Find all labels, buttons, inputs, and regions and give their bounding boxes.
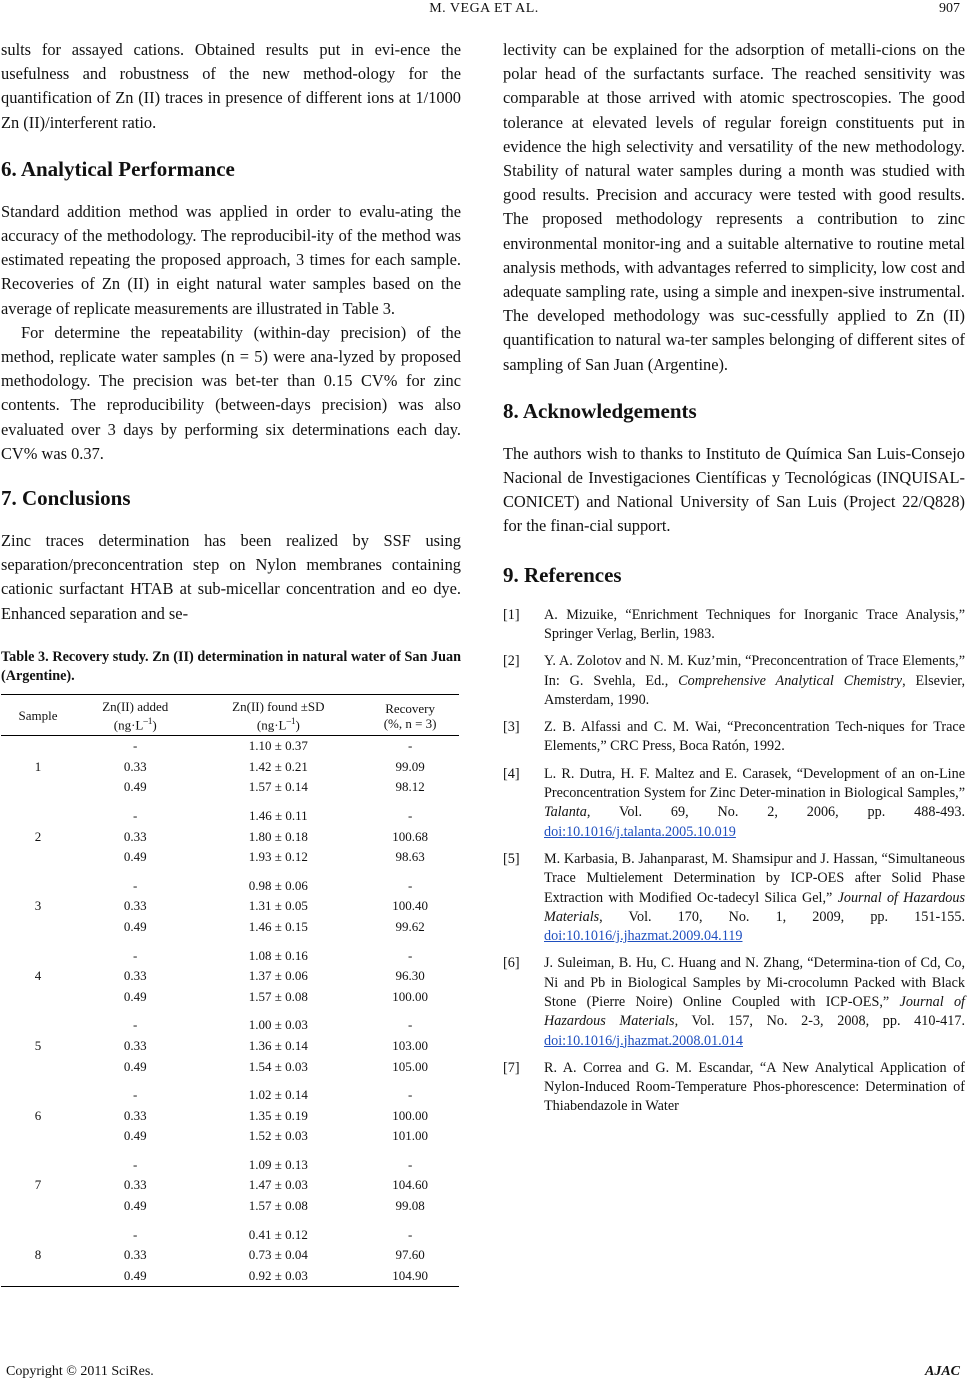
- cell-recovery: 100.00: [392, 988, 428, 1004]
- cell-found: 1.10 ± 0.37: [248, 738, 308, 754]
- right-column: [503, 38, 965, 1125]
- cell-added: 0.49: [123, 988, 147, 1004]
- reference-doi-link[interactable]: doi:10.1016/j.jhazmat.2009.04.119: [544, 928, 743, 945]
- cell-found: 1.54 ± 0.03: [248, 1058, 308, 1074]
- cell-found: 1.52 ± 0.03: [248, 1128, 308, 1144]
- cell-sample: 8: [34, 1247, 42, 1263]
- reference-details: , Elsevier, Amsterdam, 1990.: [544, 672, 965, 708]
- reference-journal: Comprehensive Analytical Chemistry: [678, 672, 903, 689]
- cell-added: -: [133, 1156, 138, 1172]
- conclusions-continued-paragraph: lectivity can be explained for the adsorption of metalli-cions on the polar head of the surfactants surface. The reached sensitivity was comparable at those arrived with atomic spectroscopies. The good tolerance at elevated levels of regular foreign constituents put in evidence the high selectivity and versatility of the new methodology. Stability of natural water samples during a month was studied with good results. Precision and accuracy were tested with good results. The proposed methodology represents a contribution to zinc environmental monitor-ing and a suitable alternative to routine metal analysis methods, with advantages referred to simplicity, low cost and adequate sampling rate, using a simple and inexpen-sive instrumental. The developed methodology was suc-cessfully applied to Zn (II) quantification to natural wa-ter samples belonging of different sites of sampling of San Juan (Argentine).: [503, 40, 965, 374]
- reference-number: [4]: [503, 765, 520, 782]
- table-row: [1, 1266, 459, 1287]
- section-9-heading: 9. References: [503, 562, 622, 587]
- cell-sample: [1, 1126, 75, 1147]
- table-group-spacer: [1, 1217, 459, 1225]
- cell-sample: 7: [34, 1177, 42, 1193]
- reference-details: , Vol. 170, No. 1, 2009, pp. 151-155.: [599, 908, 965, 925]
- cell-recovery: 100.68: [392, 828, 428, 844]
- reference-list: [503, 606, 965, 1117]
- cell-found: 1.00 ± 0.03: [248, 1017, 308, 1033]
- cell-added: -: [133, 947, 138, 963]
- cell-recovery: -: [407, 807, 413, 823]
- reference-doi-link[interactable]: doi:10.1016/j.jhazmat.2008.01.014: [544, 1032, 743, 1049]
- reference-item: [503, 718, 965, 757]
- cell-sample: [1, 1266, 75, 1287]
- table-3-caption: Table 3. Recovery study. Zn (II) determination in natural water of San Juan (Argentine).: [1, 648, 461, 684]
- cell-sample: [1, 736, 75, 757]
- cell-recovery: -: [407, 947, 413, 963]
- cell-added: 0.49: [123, 849, 147, 865]
- cell-sample: 3: [34, 898, 42, 914]
- cell-sample: [1, 1057, 75, 1078]
- table-group-spacer: [1, 868, 459, 876]
- cell-found: 1.46 ± 0.11: [249, 807, 308, 823]
- cell-recovery: 100.40: [392, 898, 428, 914]
- reference-number: [7]: [503, 1059, 520, 1076]
- cell-found: 1.36 ± 0.14: [248, 1037, 308, 1053]
- cell-recovery: 104.60: [392, 1177, 428, 1193]
- table-row: [1, 917, 459, 938]
- journal-abbrev: AJAC: [924, 1364, 960, 1379]
- cell-found: 1.37 ± 0.06: [248, 968, 308, 984]
- page-number: 907: [939, 1, 960, 16]
- cell-recovery: -: [407, 877, 413, 893]
- cell-recovery: -: [407, 1156, 413, 1172]
- table-group-spacer: [1, 1007, 459, 1015]
- cell-added: -: [133, 1226, 138, 1242]
- cell-recovery: 99.62: [395, 918, 425, 934]
- table-row: [1, 777, 459, 798]
- cell-recovery: 103.00: [392, 1037, 428, 1053]
- acknowledgements-paragraph: The authors wish to thanks to Instituto de Química San Luis-Consejo Nacional de Investigaciones Científicas y Tecnológicas (INQUISAL-CONICET) and National University of San Luis (Project 22/Q828) for the finan-cial support.: [503, 443, 965, 536]
- cell-found: 1.35 ± 0.19: [248, 1107, 308, 1123]
- cell-sample: 5: [34, 1037, 42, 1053]
- table-row: [1, 1126, 459, 1147]
- copyright-text: Copyright © 2011 SciRes.: [6, 1364, 154, 1379]
- cell-sample: [1, 777, 75, 798]
- table-row: [1, 847, 459, 868]
- section-6-paragraph-1: Standard addition method was applied in order to evalu-ating the accuracy of the methodology. The reproducibil-ity of the method was estimated repeating the proposed approach, 3 times for each sample. Recoveries of Zn (II) in eight natural water samples based on the average of replicate measurements are illustrated in Table 3.: [1, 201, 461, 318]
- cell-recovery: 99.09: [395, 758, 425, 774]
- cell-recovery: 97.60: [395, 1247, 425, 1263]
- cell-found: 1.42 ± 0.21: [248, 758, 308, 774]
- cell-found: 1.08 ± 0.16: [248, 947, 308, 963]
- cell-recovery: -: [407, 738, 413, 754]
- col-header-added: Zn(II) added $(ng\cdot L^{-1})$: [75, 694, 196, 735]
- table-row: [1, 1245, 459, 1266]
- reference-doi-link[interactable]: doi:10.1016/j.talanta.2005.10.019: [544, 823, 736, 840]
- cell-added: -: [133, 1087, 138, 1103]
- cell-recovery: 98.12: [395, 779, 425, 795]
- reference-text: L. R. Dutra, H. F. Maltez and E. Carasek, “Development of an on-Line Preconcentration System for Zinc Deter-mination in Biological Samples,”: [544, 765, 965, 802]
- section-6-paragraph-2: For determine the repeatability (within-day precision) of the method, replicate water samples (n = 5) were ana-lyzed by proposed methodology. The precision was bet-ter than 0.15 CV% for zinc contents. The reproducibility (between-days precision) was also evaluated over 3 days by performing six determinations each day. CV% was 0.37.: [1, 322, 461, 463]
- reference-number: [6]: [503, 955, 520, 972]
- running-title: M. VEGA ET AL.: [429, 1, 539, 16]
- reference-item: [503, 850, 965, 946]
- cell-sample: [1, 1225, 75, 1246]
- table-row: [1, 966, 459, 987]
- cell-added: -: [133, 807, 138, 823]
- cell-found: 1.46 ± 0.15: [248, 918, 308, 934]
- cell-recovery: 98.63: [395, 849, 425, 865]
- reference-journal: Talanta: [544, 804, 587, 821]
- cell-added: 0.49: [123, 779, 147, 795]
- cell-found: 1.93 ± 0.12: [248, 849, 308, 865]
- cell-sample: [1, 847, 75, 868]
- table-group-spacer: [1, 1077, 459, 1085]
- cell-added: 0.49: [123, 1198, 147, 1214]
- cell-sample: [1, 806, 75, 827]
- reference-number: [5]: [503, 850, 520, 867]
- section-6-heading: 6. Analytical Performance: [1, 156, 235, 181]
- col-header-found: Zn(II) found ±SD $(ng\cdot L^{-1})$: [195, 694, 361, 735]
- cell-found: 0.41 ± 0.12: [248, 1226, 308, 1242]
- cell-added: 0.33: [123, 1247, 147, 1263]
- table-body: [1, 736, 459, 1287]
- cell-recovery: 101.00: [392, 1128, 428, 1144]
- cell-found: 1.57 ± 0.08: [248, 1198, 308, 1214]
- cell-added: 0.33: [123, 898, 147, 914]
- cell-sample: [1, 1015, 75, 1036]
- cell-added: 0.33: [123, 1107, 147, 1123]
- cell-added: 0.33: [123, 1177, 147, 1193]
- cell-added: -: [133, 738, 138, 754]
- reference-number: [2]: [503, 653, 520, 670]
- cell-recovery: 99.08: [395, 1198, 425, 1214]
- cell-added: 0.49: [123, 1128, 147, 1144]
- reference-item: [503, 954, 965, 1050]
- cell-recovery: 105.00: [392, 1058, 428, 1074]
- section-7-paragraph-1: Zinc traces determination has been realized by SSF using separation/preconcentration step on Nylon membranes containing cationic surfactant HTAB at sub-micellar concentration and eo dye. Enhanced separation and se-: [1, 531, 461, 623]
- cell-added: 0.49: [123, 918, 147, 934]
- cell-found: 1.09 ± 0.13: [248, 1156, 308, 1172]
- col-header-sample: Sample: [1, 694, 75, 735]
- cell-added: -: [133, 1017, 138, 1033]
- reference-item: [503, 652, 965, 710]
- cell-recovery: -: [407, 1226, 413, 1242]
- cell-recovery: -: [407, 1017, 413, 1033]
- reference-text: M. Karbasia, B. Jahanparast, M. Shamsipur and J. Hassan, “Simultaneous Trace Multielement Determination by ICP-OES after Solid Phase Extraction with Modified Oc-tadecyl Silica Gel,”: [544, 850, 965, 906]
- table-row: [1, 1155, 459, 1176]
- table-row: [1, 876, 459, 897]
- page-footer: [0, 1364, 968, 1384]
- table-row: [1, 1015, 459, 1036]
- col-header-recovery: Recovery (%, n = 3): [361, 694, 459, 735]
- section-8-heading: 8. Acknowledgements: [503, 398, 697, 423]
- table-row: [1, 987, 459, 1008]
- reference-number: [3]: [503, 719, 520, 736]
- table-row: [1, 736, 459, 757]
- cell-sample: 1: [34, 758, 42, 774]
- table-row: [1, 806, 459, 827]
- left-column: [1, 38, 461, 1287]
- section-7-heading: 7. Conclusions: [1, 486, 131, 511]
- cell-found: 1.80 ± 0.18: [248, 828, 308, 844]
- cell-added: 0.33: [123, 968, 147, 984]
- cell-found: 1.57 ± 0.14: [248, 779, 308, 795]
- table-group-spacer: [1, 1147, 459, 1155]
- cell-found: 1.47 ± 0.03: [248, 1177, 308, 1193]
- reference-item: [503, 606, 965, 645]
- table-row: [1, 896, 459, 917]
- table-row: [1, 1175, 459, 1196]
- cell-added: 0.33: [123, 1037, 147, 1053]
- cell-sample: 2: [34, 828, 42, 844]
- reference-journal: Journal of Hazardous Materials: [544, 889, 966, 925]
- cell-added: 0.33: [123, 758, 147, 774]
- table-row: [1, 757, 459, 778]
- table-row: [1, 1106, 459, 1127]
- table-header-row: [1, 694, 459, 735]
- cell-sample: [1, 946, 75, 967]
- table-row: [1, 1225, 459, 1246]
- cell-sample: [1, 1196, 75, 1217]
- cell-sample: 4: [34, 968, 42, 984]
- cell-found: 1.02 ± 0.14: [248, 1087, 308, 1103]
- reference-item: [503, 1059, 965, 1117]
- table-row: [1, 827, 459, 848]
- cell-found: 0.98 ± 0.06: [248, 877, 308, 893]
- cell-found: 0.92 ± 0.03: [195, 1266, 361, 1287]
- reference-journal: Journal of Hazardous Materials: [544, 994, 966, 1030]
- table-row: [1, 1196, 459, 1217]
- table-group-spacer: [1, 798, 459, 806]
- table-row: [1, 1057, 459, 1078]
- running-header: [0, 0, 968, 22]
- cell-recovery: 100.00: [392, 1107, 428, 1123]
- table-row: [1, 946, 459, 967]
- table-row: [1, 1036, 459, 1057]
- reference-text: A. Mizuike, “Enrichment Techniques for Inorganic Trace Analysis,” Springer Verlag, Berlin, 1983.: [544, 606, 965, 642]
- cell-added: 0.49: [123, 1058, 147, 1074]
- cell-sample: [1, 1155, 75, 1176]
- cell-sample: [1, 987, 75, 1008]
- reference-text: Y. A. Zolotov and N. M. Kuz’min, “Preconcentration of Trace Elements,” In: G. Svehla, Ed.,: [544, 653, 965, 689]
- table-row: [1, 1085, 459, 1106]
- reference-text: R. A. Correa and G. M. Escandar, “A New Analytical Application of Nylon-Induced Room-Temperature Phos-phorescence: Determination of Thiabendazole in Water: [544, 1059, 965, 1115]
- cell-recovery: -: [407, 1087, 413, 1103]
- cell-added: 0.33: [123, 828, 147, 844]
- cell-sample: 6: [34, 1107, 42, 1123]
- table-group-spacer: [1, 938, 459, 946]
- intro-paragraph: sults for assayed cations. Obtained results put in evi-ence the usefulness and robustness of the new method-ology for the quantification of Zn (II) traces in presence of different ions at 1/1000 Zn (II)/interferent ratio.: [1, 40, 461, 132]
- cell-sample: [1, 1085, 75, 1106]
- cell-sample: [1, 876, 75, 897]
- reference-text: Z. B. Alfassi and C. M. Wai, “Preconcentration Tech-niques for Trace Elements,” CRC Press, Boca Ratón, 1992.: [544, 719, 965, 755]
- cell-added: -: [133, 877, 138, 893]
- reference-number: [1]: [503, 606, 520, 623]
- reference-details: , Vol. 157, No. 2-3, 2008, pp. 410-417.: [674, 1013, 965, 1030]
- reference-item: [503, 765, 965, 842]
- cell-found: 1.57 ± 0.08: [248, 988, 308, 1004]
- cell-recovery: 96.30: [395, 968, 425, 984]
- reference-details: , Vol. 69, No. 2, 2006, pp. 488-493.: [586, 804, 965, 821]
- cell-added: 0.49: [75, 1266, 196, 1287]
- recovery-table: [1, 694, 459, 1288]
- cell-found: 0.73 ± 0.04: [248, 1247, 308, 1263]
- cell-found: 1.31 ± 0.05: [248, 898, 308, 914]
- reference-text: J. Suleiman, B. Hu, C. Huang and N. Zhang, “Determina-tion of Cd, Co, Ni and Pb in Biological Samples by Mi-crocolumn Packed with Black Stone (Pierre Noire) Online Coupled with ICP-OES,”: [544, 955, 965, 1010]
- cell-recovery: 104.90: [361, 1266, 459, 1287]
- cell-sample: [1, 917, 75, 938]
